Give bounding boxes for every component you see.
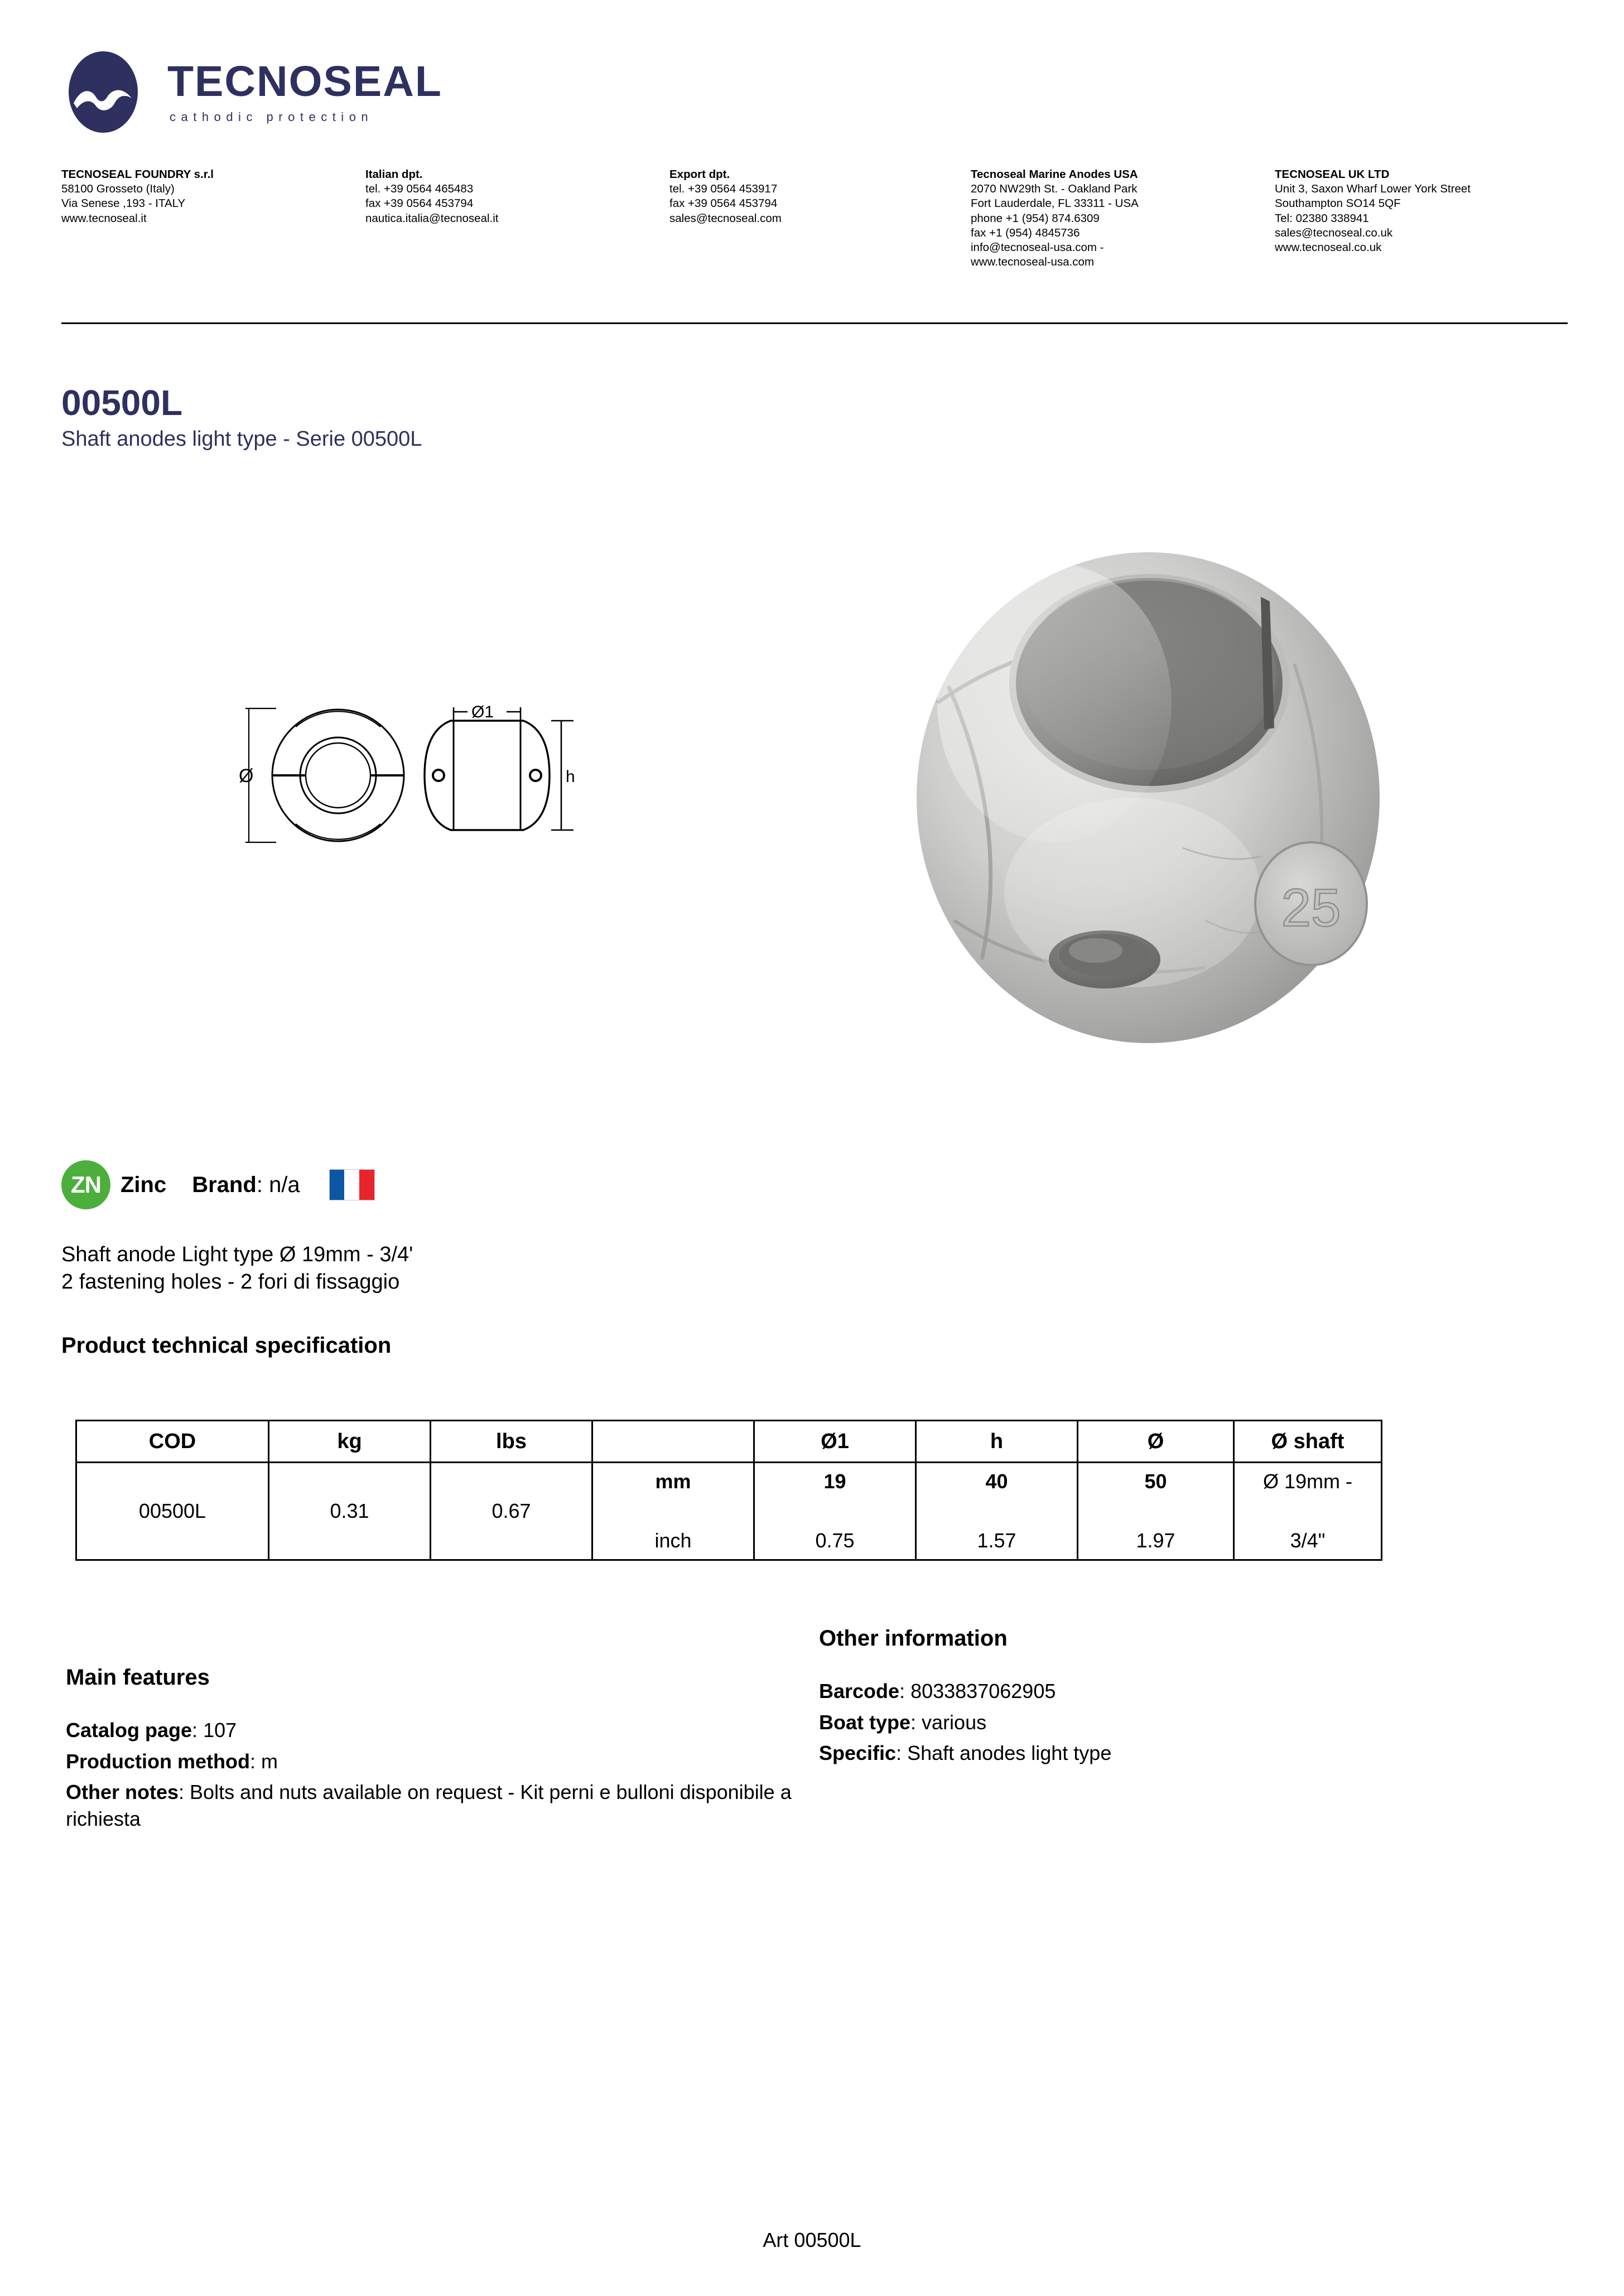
material-name: Zinc (121, 1172, 167, 1197)
contact-column-uk (1275, 167, 1554, 255)
header-divider (61, 322, 1568, 324)
contact-line: fax +39 0564 453794 (365, 197, 474, 210)
catalog-page-label: Catalog page (66, 1719, 192, 1742)
boat-type-label: Boat type (819, 1710, 911, 1734)
material-row (61, 1160, 375, 1209)
contact-column-export-dpt (669, 167, 971, 226)
other-notes-label: Other notes (66, 1781, 179, 1804)
production-method-value: m (261, 1749, 278, 1773)
catalog-page-line: Catalog page: 107 (66, 1719, 237, 1742)
contact-line: sales@tecnoseal.com (669, 211, 782, 225)
contact-line: Southampton SO14 5QF (1275, 197, 1401, 210)
cell-kg: 0.31 (269, 1463, 431, 1560)
cell-shaft-diameter (1234, 1463, 1382, 1560)
contact-title: TECNOSEAL FOUNDRY s.r.l (61, 168, 214, 181)
barcode-line: Barcode: 8033837062905 (819, 1680, 1056, 1702)
cell-lbs: 0.67 (431, 1463, 592, 1560)
spec-table (75, 1420, 1382, 1561)
page-footer: Art 00500L (763, 2229, 861, 2251)
d-inch: 1.97 (1136, 1529, 1175, 1552)
cell-cod: 00500L (76, 1463, 269, 1560)
contact-line: www.tecnoseal-usa.com (971, 255, 1095, 269)
column-header-diameter: Ø (1078, 1421, 1234, 1463)
column-header-unit (592, 1421, 754, 1463)
d1-mm: 19 (823, 1470, 846, 1493)
contact-line: phone +1 (954) 874.6309 (971, 211, 1100, 225)
other-information-heading: Other information (819, 1626, 1008, 1651)
cell-units (592, 1463, 754, 1560)
contact-line: Tel: 02380 338941 (1275, 211, 1369, 225)
contact-line: Via Senese ,193 - ITALY (61, 197, 186, 210)
column-header-cod: COD (76, 1421, 269, 1463)
contact-line: www.tecnoseal.co.uk (1275, 241, 1382, 254)
zinc-badge-icon: ZN (61, 1160, 110, 1209)
main-features-section (66, 1665, 825, 1836)
contact-column-italian-dpt (365, 167, 669, 226)
production-method-line: Production method: m (66, 1749, 278, 1773)
d-mm: 50 (1144, 1470, 1167, 1493)
contact-column-usa (971, 167, 1275, 270)
barcode-label: Barcode (819, 1680, 900, 1702)
product-title-block (61, 385, 422, 450)
spec-heading: Product technical specification (61, 1333, 392, 1358)
description-line-1: Shaft anode Light type Ø 19mm - 3/4' (61, 1243, 413, 1266)
contact-title: Export dpt. (669, 168, 730, 181)
brand-field (192, 1173, 300, 1198)
contact-line: fax +39 0564 453794 (669, 197, 778, 210)
product-stamp (1255, 842, 1367, 965)
tecnoseal-wave-logo-icon (67, 50, 139, 134)
contact-line: tel. +39 0564 453917 (669, 182, 778, 196)
cell-diameter (1078, 1463, 1234, 1560)
contact-line: 2070 NW29th St. - Oakland Park (971, 182, 1138, 196)
production-method-label: Production method (66, 1749, 250, 1773)
contact-line: www.tecnoseal.it (61, 211, 147, 225)
table-row (76, 1463, 1382, 1560)
column-header-lbs: lbs (431, 1421, 592, 1463)
page-header (61, 42, 1568, 142)
specific-line: Specific: Shaft anodes light type (819, 1742, 1112, 1765)
specific-label: Specific (819, 1742, 897, 1765)
brand-tagline: cathodic protection (170, 109, 374, 124)
drawing-label-height: h (566, 768, 575, 786)
catalog-page-value: 107 (203, 1719, 237, 1742)
main-features-heading: Main features (66, 1665, 210, 1690)
brand-logo (61, 42, 1568, 142)
drawing-label-diameter: Ø (239, 765, 254, 787)
contact-line: fax +1 (954) 4845736 (971, 226, 1080, 239)
other-information-section (819, 1626, 1516, 1771)
contact-line: info@tecnoseal-usa.com - (971, 241, 1104, 254)
column-header-kg: kg (269, 1421, 431, 1463)
product-description (61, 1241, 413, 1296)
table-header-row (76, 1421, 1382, 1463)
contact-column-foundry (61, 167, 365, 226)
shaft-mm: Ø 19mm - (1262, 1470, 1352, 1493)
contact-line: sales@tecnoseal.co.uk (1275, 226, 1393, 239)
unit-mm: mm (655, 1470, 691, 1493)
boat-type-value: various (922, 1710, 987, 1734)
page-title: 00500L (61, 383, 183, 423)
h-inch: 1.57 (977, 1529, 1016, 1552)
contact-title: Tecnoseal Marine Anodes USA (971, 168, 1138, 181)
d1-inch: 0.75 (815, 1529, 855, 1552)
h-mm: 40 (985, 1470, 1008, 1493)
contact-line: nautica.italia@tecnoseal.it (365, 211, 499, 225)
product-subtitle: Shaft anodes light type - Serie 00500L (61, 427, 422, 451)
specific-value: Shaft anodes light type (907, 1742, 1112, 1765)
cell-diameter1 (754, 1463, 916, 1560)
brand-colon: : (256, 1172, 263, 1197)
technical-drawing (229, 697, 575, 856)
column-header-shaft-diameter: Ø shaft (1234, 1421, 1382, 1463)
column-header-diameter1: Ø1 (754, 1421, 916, 1463)
shaft-inch: 3/4" (1290, 1529, 1326, 1552)
column-header-height: h (916, 1421, 1078, 1463)
france-flag-icon (329, 1169, 375, 1200)
description-line-2: 2 fastening holes - 2 fori di fissaggio (61, 1270, 400, 1294)
contact-line: Fort Lauderdale, FL 33311 - USA (971, 197, 1139, 210)
contact-columns (61, 167, 1579, 270)
other-notes-value: Bolts and nuts available on request - Kit perni e bulloni disponibile a richiesta (66, 1781, 792, 1830)
contact-line: tel. +39 0564 465483 (365, 182, 474, 196)
boat-type-line: Boat type: various (819, 1710, 987, 1734)
brand-name: TECNOSEAL (167, 57, 442, 105)
other-notes-line: Other notes: Bolts and nuts available on request - Kit perni e bulloni disponibile a richiesta (66, 1781, 792, 1830)
unit-inch: inch (654, 1529, 692, 1552)
product-photo (870, 536, 1434, 1054)
svg-text:25: 25 (1281, 878, 1341, 938)
barcode-value: 8033837062905 (910, 1680, 1056, 1702)
contact-line: Unit 3, Saxon Wharf Lower York Street (1275, 182, 1471, 196)
contact-title: Italian dpt. (365, 168, 423, 181)
contact-line: 58100 Grosseto (Italy) (61, 182, 175, 196)
drawing-label-diameter1: Ø1 (471, 703, 494, 721)
cell-height (916, 1463, 1078, 1560)
brand-value: n/a (269, 1172, 300, 1197)
contact-title: TECNOSEAL UK LTD (1275, 168, 1390, 181)
brand-label: Brand (192, 1172, 257, 1197)
